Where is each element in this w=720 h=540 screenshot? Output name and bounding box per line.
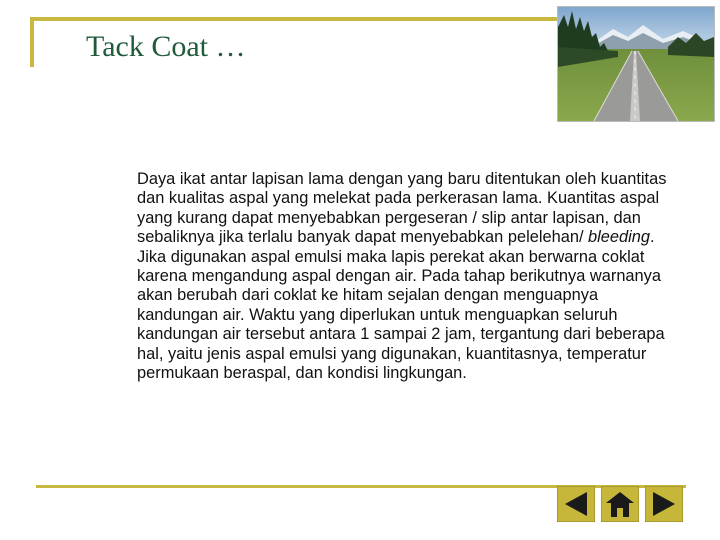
triangle-right-icon: [649, 490, 679, 518]
body-text-part-2: . Jika digunakan aspal emulsi maka lapis perekat akan berwarna coklat karena mengandung aspal dengan air. Pada tahap berikutnya warnanya akan berubah dari coklat ke hitam sejalan dengan menguapnya kandungan air. Waktu yang diperlukan untuk menguapkan seluruh kandungan air tersebut antara 1 sampai 2 jam, tergantung dari beberapa hal, yaitu jenis aspal emulsi yang digunakan, kuantitasnya, temperatur permukaan beraspal, dan kondisi lingkungan.: [137, 228, 665, 383]
highway-image: [558, 7, 714, 121]
next-slide-button[interactable]: [645, 486, 683, 522]
body-text-italic-term: bleeding: [588, 228, 651, 247]
body-text-part-1: Daya ikat antar lapisan lama dengan yang baru ditentukan oleh kuantitas dan kualitas aspal yang melekat pada perkerasan lama. Kuantitas aspal yang kurang dapat menyebabkan pergeseran / slip antar lapisan, dan sebaliknya jika terlalu banyak dapat menyebabkan pelelehan/: [137, 170, 667, 247]
frame-left-line: [30, 17, 34, 67]
house-icon: [604, 489, 636, 519]
frame-top-line: [30, 17, 600, 21]
triangle-left-icon: [561, 490, 591, 518]
slide-body-text: [137, 170, 682, 383]
previous-slide-button[interactable]: [557, 486, 595, 522]
slide-title: Tack Coat …: [86, 30, 246, 63]
highway-photo: [557, 6, 715, 122]
home-button[interactable]: [601, 486, 639, 522]
